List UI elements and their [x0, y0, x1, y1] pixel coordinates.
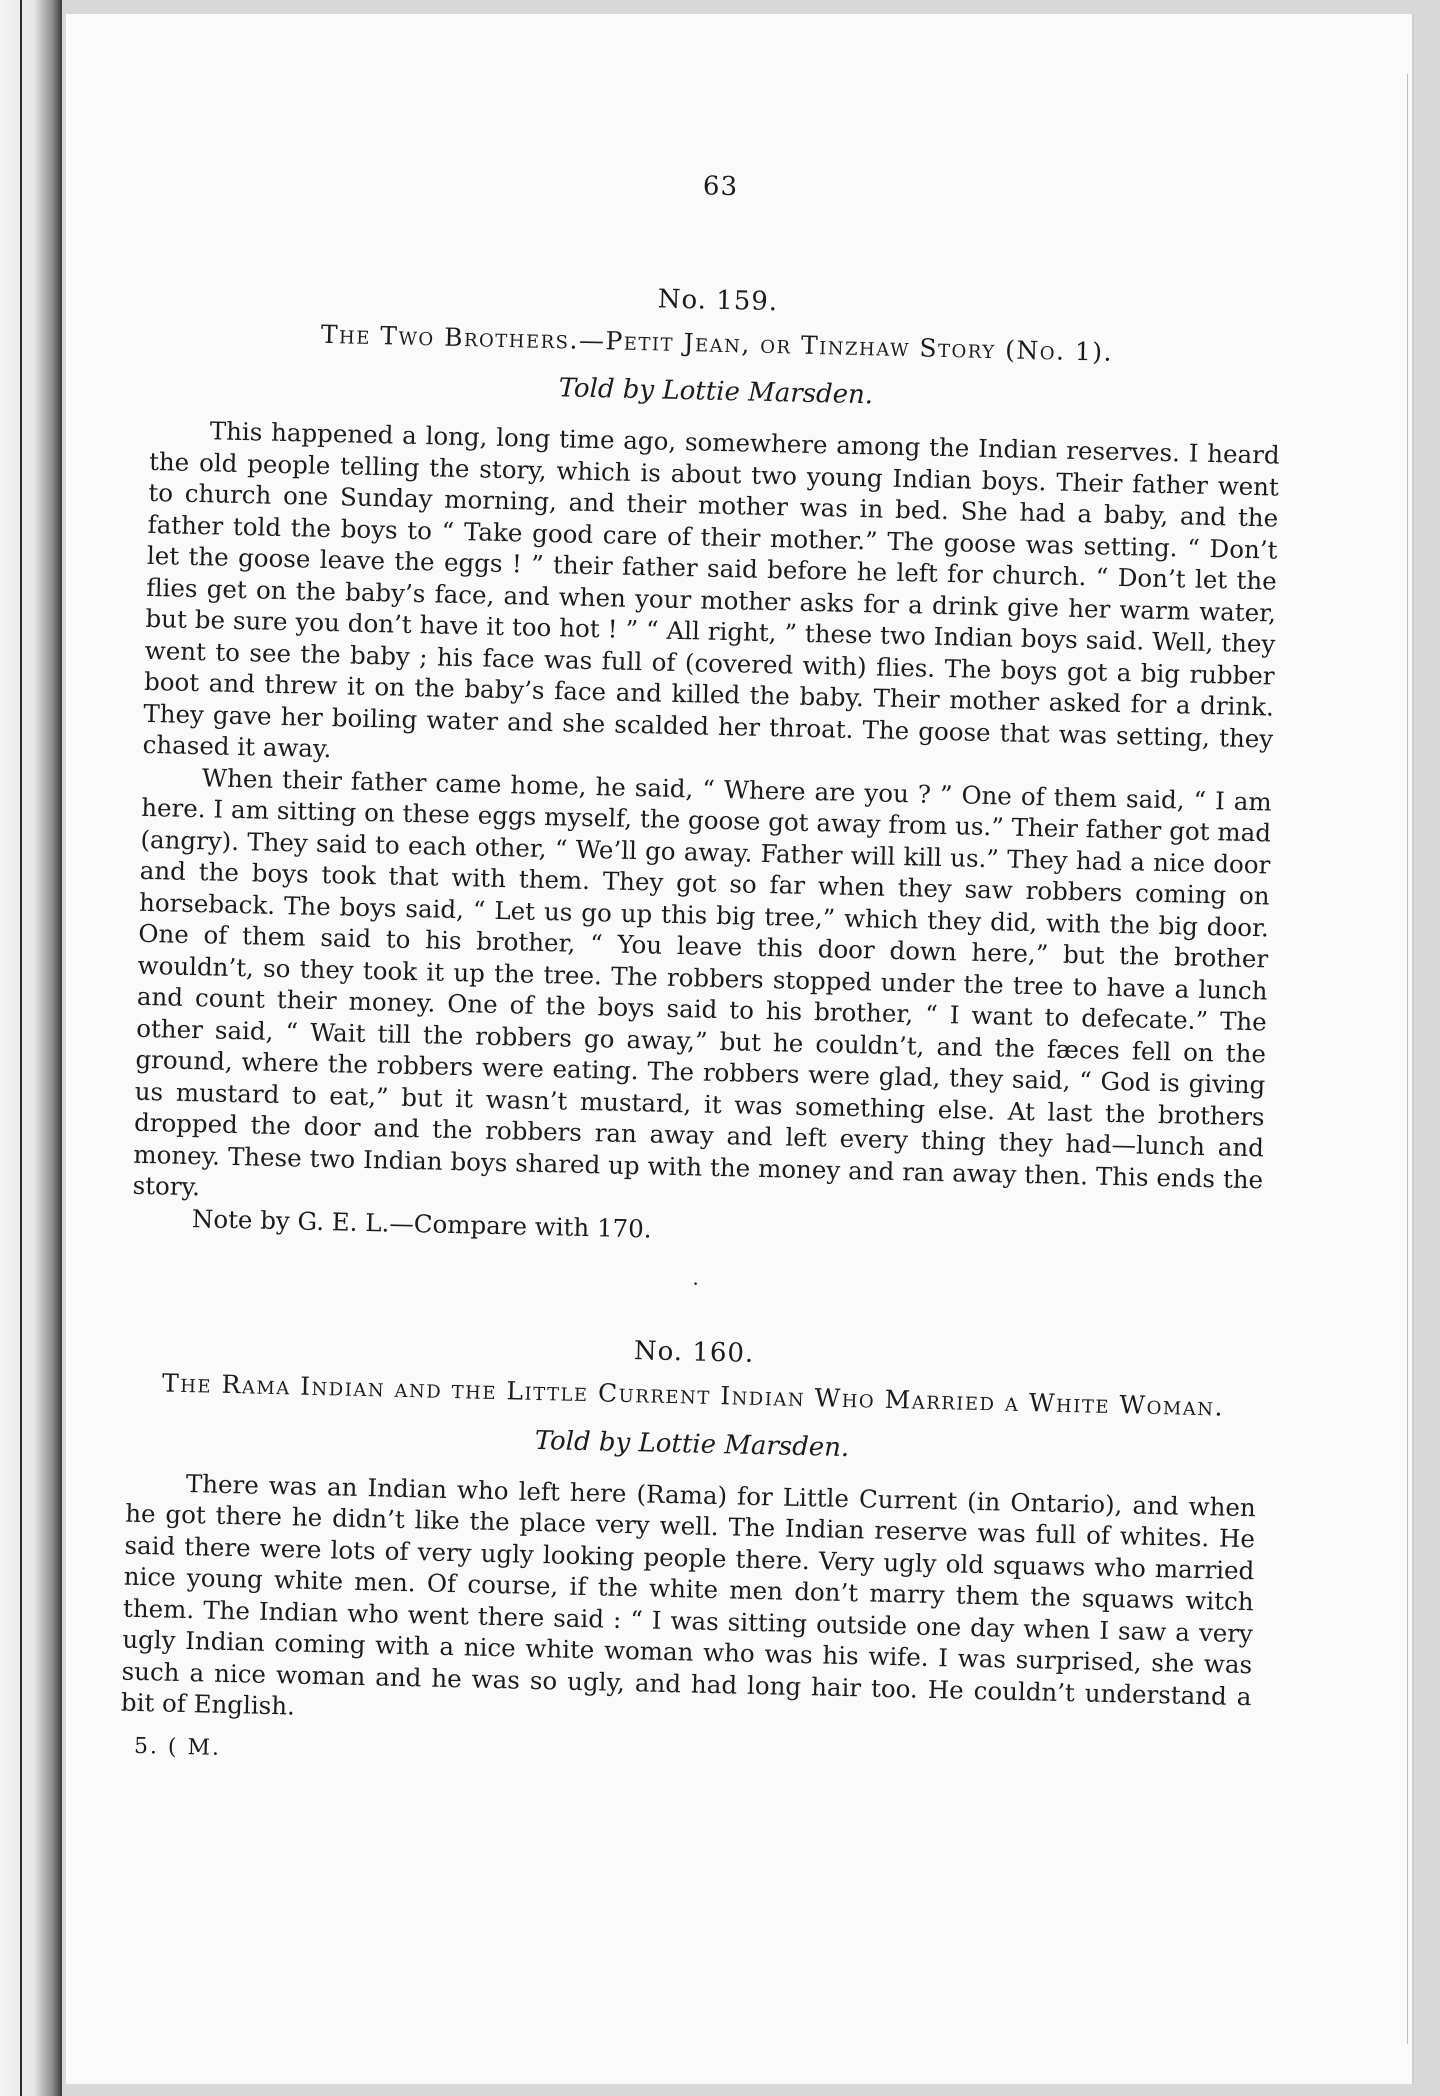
book-page — [66, 14, 1412, 2084]
story-teller: Told by Lottie Marsden. — [558, 373, 874, 411]
separator-dot: · — [692, 1271, 700, 1296]
story-teller: Told by Lottie Marsden. — [534, 1425, 850, 1463]
story-title: The Rama Indian and the Little Current Indian Who Married a White Woman. — [161, 1368, 1225, 1422]
story-title: The Two Brothers.—Petit Jean, or Tinzhaw Story (No. 1). — [320, 319, 1114, 367]
page-number: 63 — [702, 171, 739, 203]
story-160 — [121, 1325, 1260, 1744]
story-note: Note by G. E. L.—Compare with 170. — [191, 1203, 652, 1244]
page-content — [120, 159, 1286, 1761]
facing-page-edge — [0, 0, 62, 2096]
story-number: No. 159. — [657, 284, 779, 318]
story-paragraph: This happened a long, long time ago, somewhere among the Indian reserves. I heard the old people telling the story, which is about two young Indian boys. Their father went to church one Sunday morning, and their mother was in bed. She had a baby, and the father told the boys to “ Take good care of their mother.” The goose was setting. “ Don’t let the goose leave the eggs ! ” their father said before he left for church. “ Don’t let the flies get on the baby’s face, and when your mother asks for a drink give her warm water, but be sure you don’t have it too hot ! ” “ All right, ” these two Indian boys said. Well, they went to see the baby ; his face was full of (covered with) flies. The boys got a big rubber boot and threw it on the baby’s face and killed the baby. Their mother asked for a drink. They gave her boiling water and she scalded her throat. The goose that was setting, they chased it away. — [142, 416, 1280, 764]
page-stack-edge — [1407, 74, 1416, 2044]
story-paragraph: There was an Indian who left here (Rama) for Little Current (in Ontario), and when he got there he didn’t like the place very well. The Indian reserve was full of whites. He said there were lots of very ugly looking people there. Very ugly old squaws who married nice young white men. Of course, if the white men don’t marry them the squaws witch them. The Indian who went there said : “ I was sitting outside one day when I saw a very ugly Indian coming with a nice white woman who was his wife. I was surprised, she was such a nice woman and he was so ugly, and had long hair too. He couldn’t understand a bit of English. — [120, 1468, 1257, 1721]
story-159 — [132, 273, 1283, 1259]
story-number: No. 160. — [633, 1336, 755, 1370]
story-paragraph: When their father came home, he said, “ Where are you ? ” One of them said, “ I am here. I am sitting on these eggs myself, the goose got away from us.” Their father got mad (angry). They said to each other, “ We’ll go away. Father will kill us.” They had a nice door and the boys took that with them. They got so far when they saw robbers coming on horseback. The boys said, “ Let us go up this big tree,” which they did, with the big door. One of them said to his brother, “ You leave this door down here,” but the brother wouldn’t, so they took it up the tree. The robbers stopped under the tree to have a lunch and count their money. One of the boys said to his brother, “ I want to defecate.” The other said, “ Wait till the robbers go away,” but he couldn’t, and the fæces fell on the ground, where the robbers were eating. The robbers were glad, they said, “ God is giving us mustard to eat,” but it wasn’t mustard, it was something else. At last the brothers dropped the door and the robbers ran away and left every thing they had—lunch and money. These two Indian boys shared up with the money and ran away then. This ends the story. — [132, 762, 1273, 1202]
printer-signature: 5. ( M. — [133, 1733, 222, 1761]
binding-line — [20, 0, 22, 2096]
